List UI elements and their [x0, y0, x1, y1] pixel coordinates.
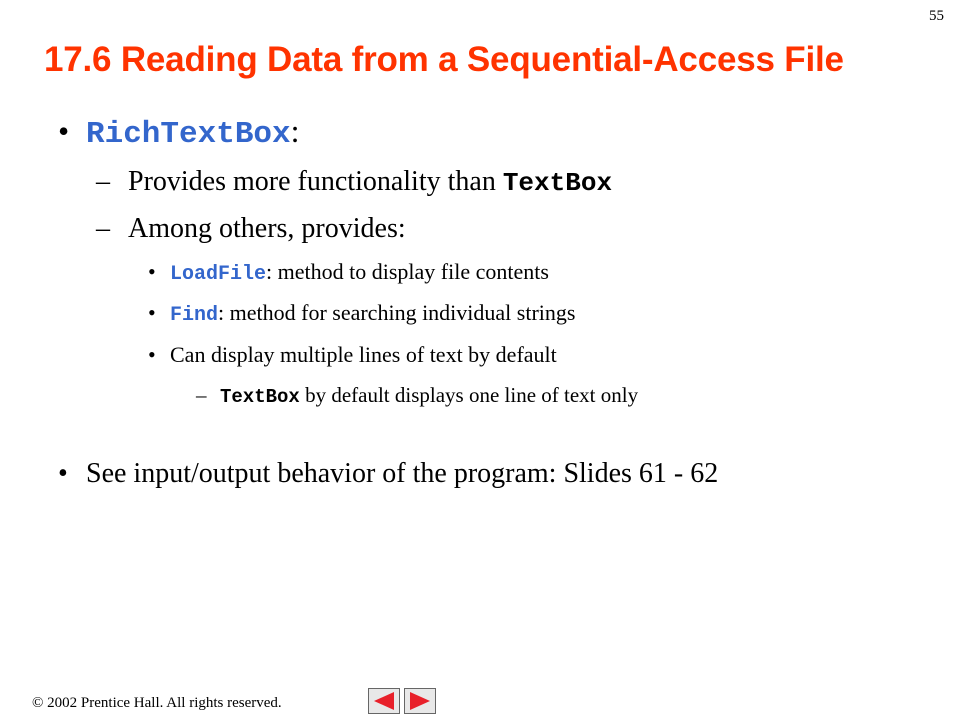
bullet-dot: • [148, 342, 156, 367]
sub-bullet-functionality [96, 166, 612, 198]
code-textbox: TextBox [502, 168, 613, 198]
code-textbox: TextBox [220, 386, 300, 408]
sub-bullet-text: Provides more functionality than [128, 166, 503, 197]
item-text: : method to display file contents [266, 259, 549, 284]
subsub-text: by default displays one line of text only [299, 383, 639, 407]
previous-slide-icon [372, 691, 396, 711]
copyright-symbol: © [32, 695, 44, 711]
dash-marker: – [96, 213, 110, 244]
bullet-see-behavior [58, 458, 718, 490]
previous-slide-button[interactable] [368, 688, 400, 714]
code-richtextbox: RichTextBox [86, 117, 291, 152]
bullet-dot: • [148, 259, 156, 284]
sub-bullet-text: Among others, provides: [128, 213, 406, 244]
item-text: Can display multiple lines of text by default [170, 342, 557, 367]
bullet-richtextbox [58, 113, 300, 152]
bullet-text: See input/output behavior of the program: Slides 61 - 62 [86, 458, 719, 489]
slide-title: 17.6 Reading Data from a Sequential-Access File [44, 40, 844, 79]
sub-bullet-provides [96, 213, 406, 245]
bullet-dot: • [58, 458, 68, 489]
item-text: : method for searching individual strings [218, 300, 576, 325]
dash-marker: – [96, 166, 110, 197]
copyright-notice [32, 695, 282, 712]
next-slide-icon [408, 691, 432, 711]
code-find: Find [170, 304, 219, 327]
bullet-dot: • [58, 113, 70, 149]
item-find [148, 300, 575, 327]
dash-marker: – [196, 383, 207, 407]
subsub-textbox-default [196, 383, 638, 408]
copyright-text: 2002 Prentice Hall. All rights reserved. [43, 695, 282, 711]
item-multiple-lines [148, 342, 557, 368]
slide-navigation [368, 688, 436, 714]
bullet-suffix: : [290, 113, 300, 149]
code-loadfile: LoadFile [170, 263, 267, 286]
item-loadfile [148, 259, 549, 286]
slide-number: 55 [929, 8, 944, 24]
next-slide-button[interactable] [404, 688, 436, 714]
bullet-dot: • [148, 300, 156, 325]
